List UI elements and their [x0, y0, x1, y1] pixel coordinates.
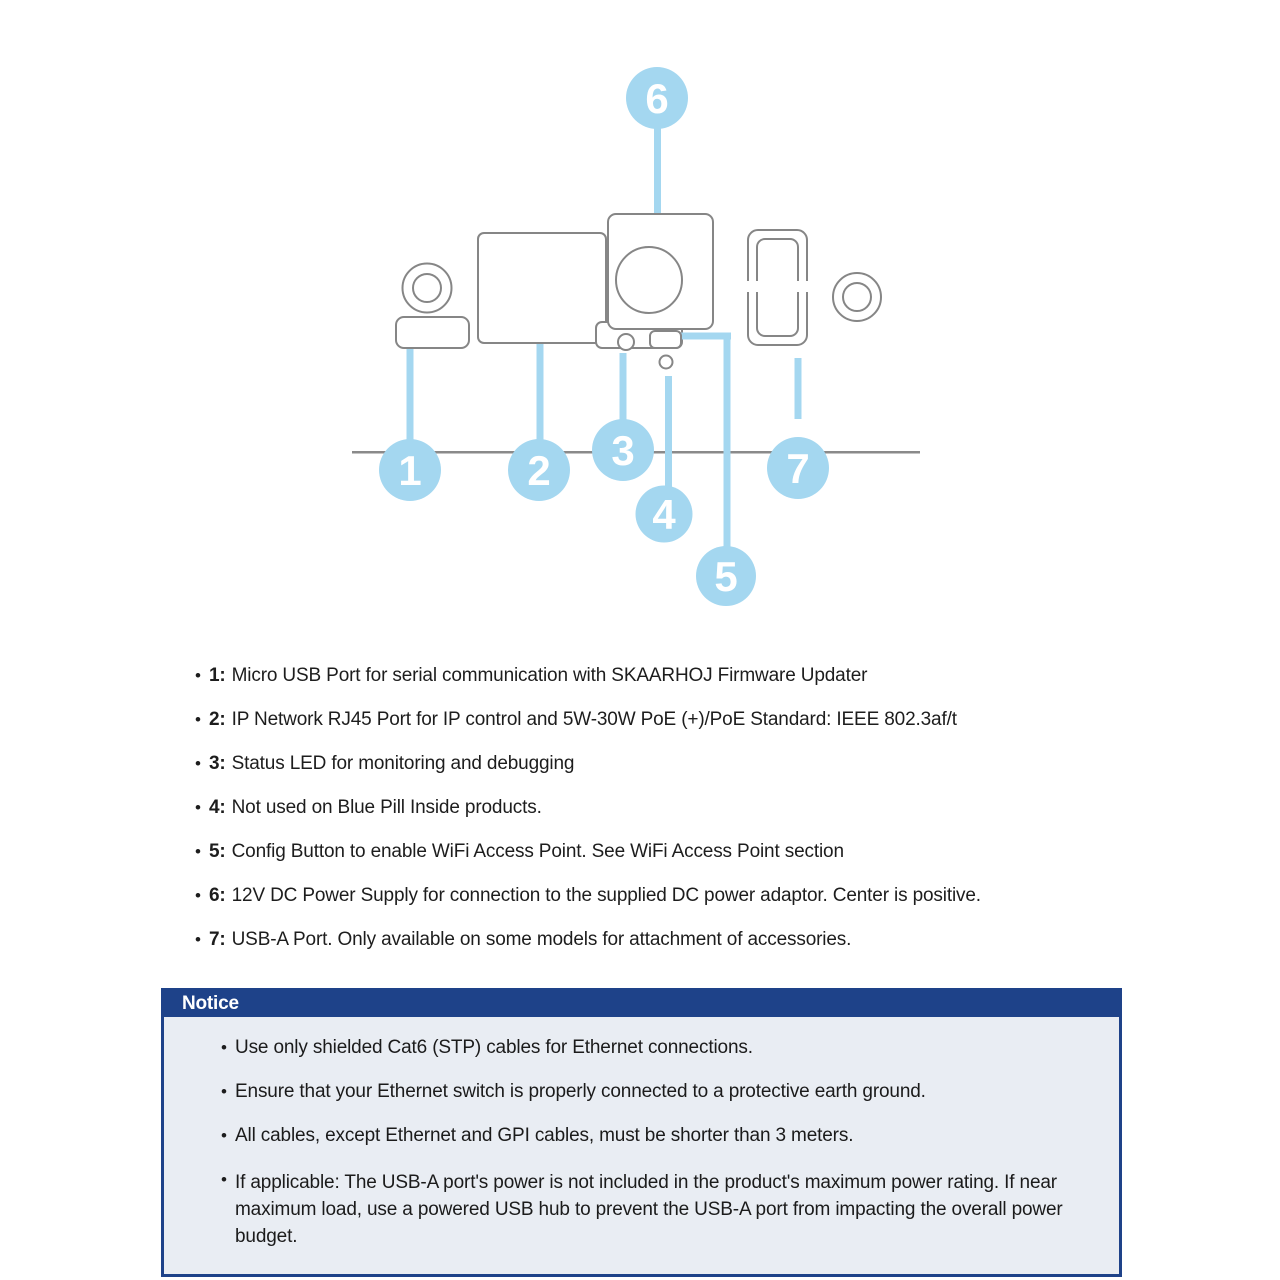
leader-line-7: [795, 358, 802, 419]
unused-hole: [660, 356, 673, 369]
status-led: [618, 334, 634, 350]
callout-1: [379, 439, 441, 501]
notice-item-text: All cables, except Ethernet and GPI cables, must be shorter than 3 meters.: [235, 1125, 854, 1146]
callout-3-label: 3: [611, 427, 635, 474]
dc-power-barrel: [616, 247, 682, 313]
config-button: [650, 331, 681, 348]
callout-4-label: 4: [652, 491, 676, 538]
leader-line-6: [654, 128, 661, 216]
leader-line-4: [665, 376, 672, 487]
legend-item-number: 1:: [209, 665, 226, 686]
bullet-icon: •: [195, 666, 201, 685]
callout-6: [626, 67, 688, 129]
notice-item-2: [221, 1081, 1089, 1102]
legend-item-text: IP Network RJ45 Port for IP control and 5W-30W PoE (+)/PoE Standard: IEEE 802.3af/t: [231, 709, 957, 730]
legend-item-number: 4:: [209, 797, 226, 818]
bullet-icon: •: [221, 1082, 227, 1101]
bullet-icon: •: [195, 842, 201, 861]
notice-body: [164, 1017, 1119, 1274]
callout-4: [636, 486, 693, 543]
callout-5: [696, 546, 756, 606]
legend-item-2: [195, 709, 1195, 730]
callout-1-label: 1: [398, 447, 422, 494]
callout-6-label: 6: [645, 75, 669, 122]
bullet-icon: •: [195, 930, 201, 949]
legend-item-4: [195, 797, 1195, 818]
notice-item-text: Ensure that your Ethernet switch is properly connected to a protective earth ground.: [235, 1081, 926, 1102]
usb-a-gap-right: [795, 281, 813, 292]
usb-a-port-inner: [757, 239, 798, 336]
notice-item-text: Use only shielded Cat6 (STP) cables for Ethernet connections.: [235, 1037, 753, 1058]
notice-item-1: [221, 1037, 1089, 1058]
legend-item-text: Status LED for monitoring and debugging: [231, 753, 575, 774]
legend-item-text: USB-A Port. Only available on some models for attachment of accessories.: [231, 929, 852, 950]
notice-item-4: [221, 1169, 1089, 1250]
legend-item-number: 3:: [209, 753, 226, 774]
bullet-icon: •: [195, 886, 201, 905]
callout-2-label: 2: [527, 447, 551, 494]
legend-item-3: [195, 753, 1195, 774]
bullet-icon: •: [221, 1126, 227, 1145]
legend-item-7: [195, 929, 1195, 950]
callout-7: [767, 437, 829, 499]
micro-usb-port: [396, 317, 469, 348]
bullet-icon: •: [195, 798, 201, 817]
legend-item-number: 2:: [209, 709, 226, 730]
notice-title: Notice: [164, 991, 1119, 1017]
notice-box: [161, 988, 1122, 1277]
leader-line-5-vertical: [724, 333, 731, 548]
callout-3: [592, 419, 654, 481]
bullet-icon: •: [221, 1038, 227, 1057]
mount-ring-inner: [843, 283, 871, 311]
port-legend-list: [195, 665, 1195, 973]
callout-7-label: 7: [786, 445, 810, 492]
callout-2: [508, 439, 570, 501]
legend-item-number: 7:: [209, 929, 226, 950]
legend-item-text: Micro USB Port for serial communication with SKAARHOJ Firmware Updater: [231, 665, 868, 686]
legend-item-text: 12V DC Power Supply for connection to the supplied DC power adaptor. Center is positive.: [231, 885, 981, 906]
legend-item-number: 5:: [209, 841, 226, 862]
bullet-icon: •: [195, 754, 201, 773]
usb-a-gap-left: [742, 281, 760, 292]
legend-item-1: [195, 665, 1195, 686]
legend-item-text: Config Button to enable WiFi Access Point. See WiFi Access Point section: [231, 841, 844, 862]
legend-item-text: Not used on Blue Pill Inside products.: [231, 797, 542, 818]
bullet-icon: •: [195, 710, 201, 729]
legend-item-6: [195, 885, 1195, 906]
bullet-icon: •: [221, 1170, 227, 1189]
notice-item-text: If applicable: The USB-A port's power is not included in the product's maximum power rating. If near maximum load, use a powered USB hub to prevent the USB-A port from impacting the overall power budget.: [235, 1172, 1063, 1247]
micro-usb-ring-inner: [413, 274, 441, 302]
rj45-port: [478, 233, 606, 343]
legend-item-number: 6:: [209, 885, 226, 906]
leader-line-3: [620, 353, 627, 421]
notice-item-3: [221, 1125, 1089, 1146]
leader-line-1: [407, 344, 414, 442]
legend-item-5: [195, 841, 1195, 862]
leader-line-2: [537, 340, 544, 442]
callout-5-label: 5: [714, 553, 738, 600]
